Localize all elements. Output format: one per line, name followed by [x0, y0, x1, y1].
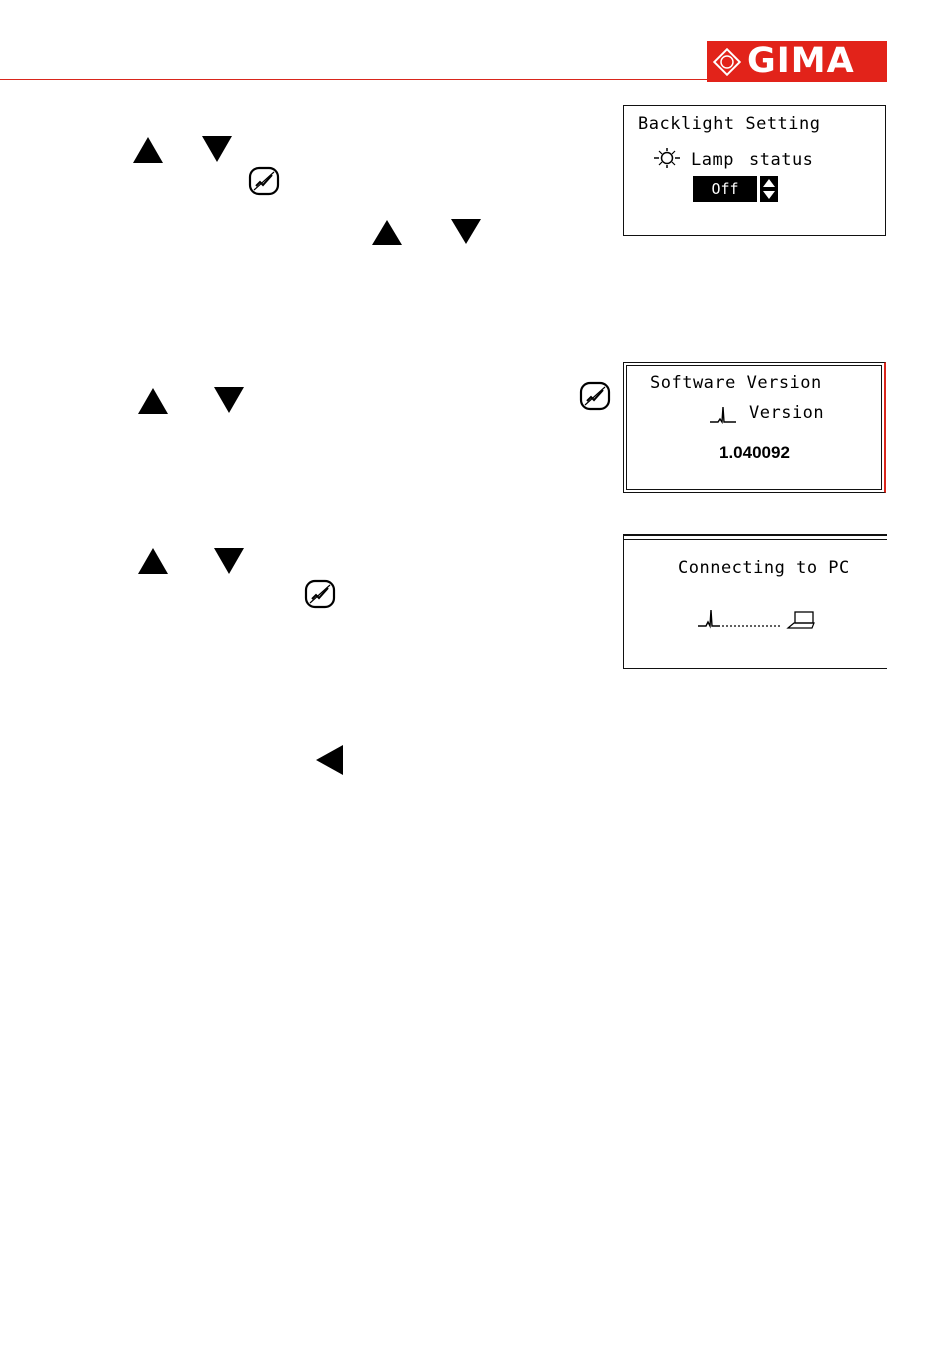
panel-top-rule: [624, 539, 887, 540]
confirm-icon: [248, 166, 280, 200]
panel-top-rule: [624, 534, 887, 536]
version-label: Version: [749, 403, 825, 423]
ecg-to-pc-icon: [698, 606, 818, 634]
connecting-to-pc-screen: [623, 534, 887, 669]
lamp-status-value: Off: [693, 176, 757, 202]
confirm-icon: [579, 381, 611, 415]
triangle-down-icon: [214, 548, 244, 574]
software-version-screen: [623, 362, 886, 493]
ecg-icon: [710, 405, 736, 429]
logo-text: GIMA: [747, 41, 855, 81]
pc-title: Connecting to PC: [678, 558, 850, 578]
gima-logo-mark-icon: [713, 48, 741, 76]
lamp-label: Lamp: [691, 150, 734, 170]
triangle-down-icon: [451, 219, 481, 244]
triangle-up-icon: [372, 220, 402, 245]
status-label: status: [749, 150, 814, 170]
triangle-up-icon: [138, 548, 168, 574]
backlight-title: Backlight Setting: [638, 114, 821, 134]
lamp-icon: [654, 148, 680, 172]
software-title: Software Version: [650, 373, 822, 393]
triangle-down-icon: [202, 136, 232, 162]
triangle-down-icon: [214, 387, 244, 413]
triangle-left-icon: [316, 745, 343, 775]
confirm-icon: [304, 579, 336, 613]
gima-logo: [707, 41, 887, 82]
version-value: 1.040092: [719, 443, 790, 462]
triangle-up-icon: [133, 137, 163, 163]
backlight-setting-screen: [623, 105, 886, 236]
spin-arrows-icon: [760, 176, 778, 202]
triangle-up-icon: [138, 388, 168, 414]
